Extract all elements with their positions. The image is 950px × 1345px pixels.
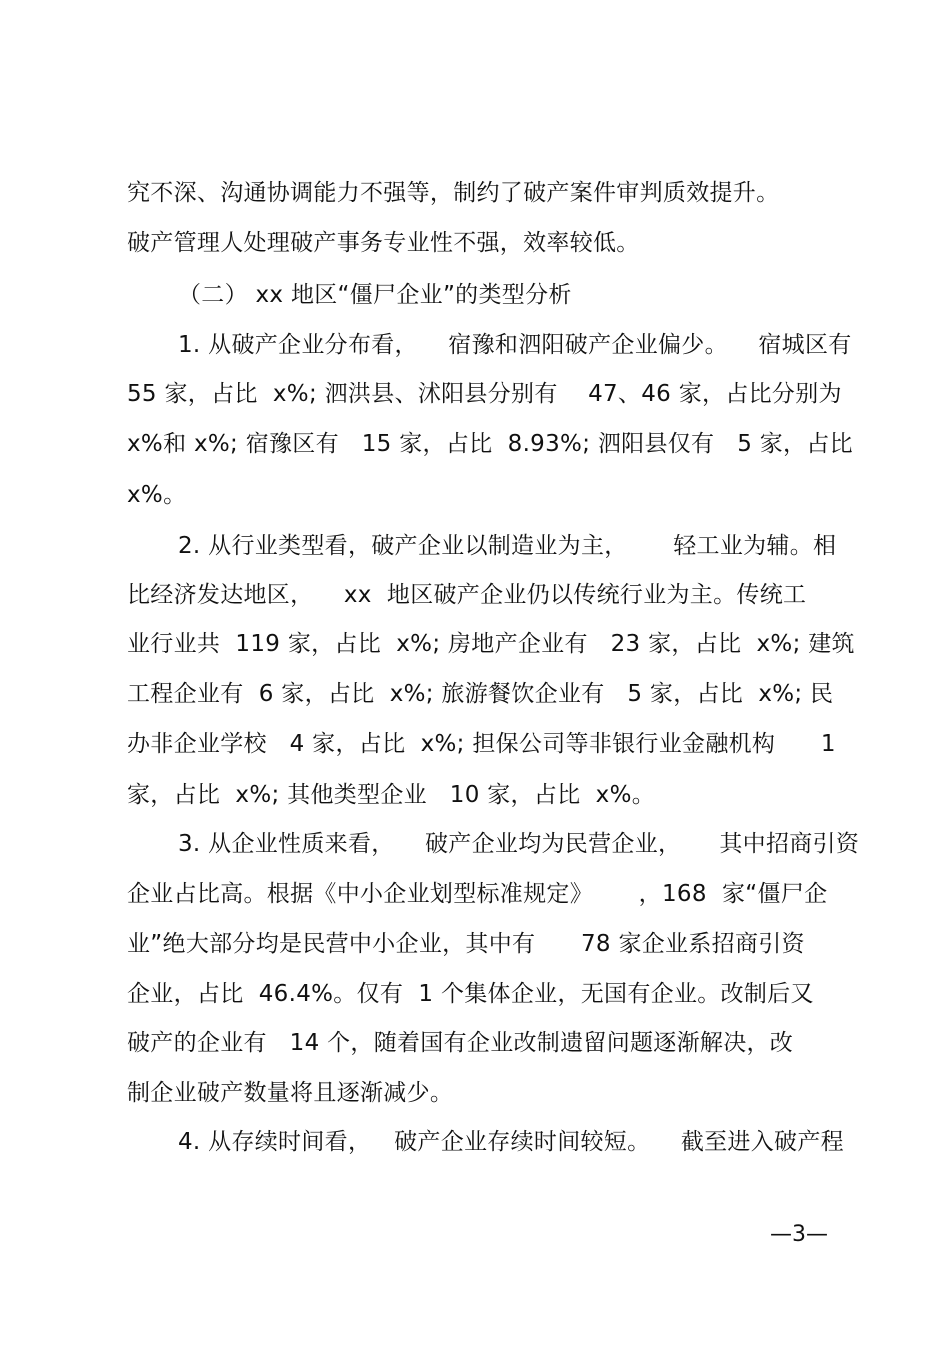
page-number: —3— bbox=[770, 1222, 828, 1247]
text-line-1: 究不深、沟通协调能力不强等，制约了破产案件审判质效提升。 bbox=[127, 180, 780, 206]
text-line-10: 业行业共 119 家，占比 x%; 房地产企业有 23 家，占比 x%; 建筑 bbox=[127, 631, 855, 657]
text-line-19: 制企业破产数量将且逐渐减少。 bbox=[127, 1080, 454, 1106]
text-line-8: 2. 从行业类型看，破产企业以制造业为主， 轻工业为辅。相 bbox=[178, 533, 837, 559]
text-line-13: 家，占比 x%; 其他类型企业 10 家，占比 x%。 bbox=[127, 782, 656, 808]
text-line-12: 办非企业学校 4 家，占比 x%; 担保公司等非银行业金融机构 1 bbox=[127, 731, 836, 757]
text-line-6: x%和 x%; 宿豫区有 15 家，占比 8.93%; 泗阳县仅有 5 家，占比 bbox=[127, 431, 853, 457]
text-line-16: 业”绝大部分均是民营中小企业，其中有 78 家企业系招商引资 bbox=[127, 931, 805, 957]
text-line-5: 55 家，占比 x%; 泗洪县、沭阳县分别有 47、46 家，占比分别为 bbox=[127, 381, 842, 407]
text-line-4: 1. 从破产企业分布看， 宿豫和泗阳破产企业偏少。 宿城区有 bbox=[178, 332, 852, 358]
text-line-9: 比经济发达地区， xx 地区破产企业仍以传统行业为主。传统工 bbox=[127, 582, 807, 608]
text-line-18: 破产的企业有 14 个，随着国有企业改制遗留问题逐渐解决，改 bbox=[127, 1030, 794, 1056]
text-line-11: 工程企业有 6 家，占比 x%; 旅游餐饮企业有 5 家，占比 x%; 民 bbox=[127, 681, 834, 707]
text-line-2: 破产管理人处理破产事务专业性不强，效率较低。 bbox=[127, 230, 640, 256]
text-line-17: 企业，占比 46.4%。仅有 1 个集体企业，无国有企业。改制后又 bbox=[127, 981, 814, 1007]
text-line-7: x%。 bbox=[127, 482, 187, 508]
text-line-14: 3. 从企业性质来看， 破产企业均为民营企业， 其中招商引资 bbox=[178, 831, 860, 857]
text-line-15: 企业占比高。根据《中小企业划型标准规定》 ，168 家“僵尸企 bbox=[127, 881, 828, 907]
section-heading: （二） xx 地区“僵尸企业”的类型分析 bbox=[178, 282, 572, 308]
text-line-20: 4. 从存续时间看， 破产企业存续时间较短。 截至进入破产程 bbox=[178, 1129, 844, 1155]
